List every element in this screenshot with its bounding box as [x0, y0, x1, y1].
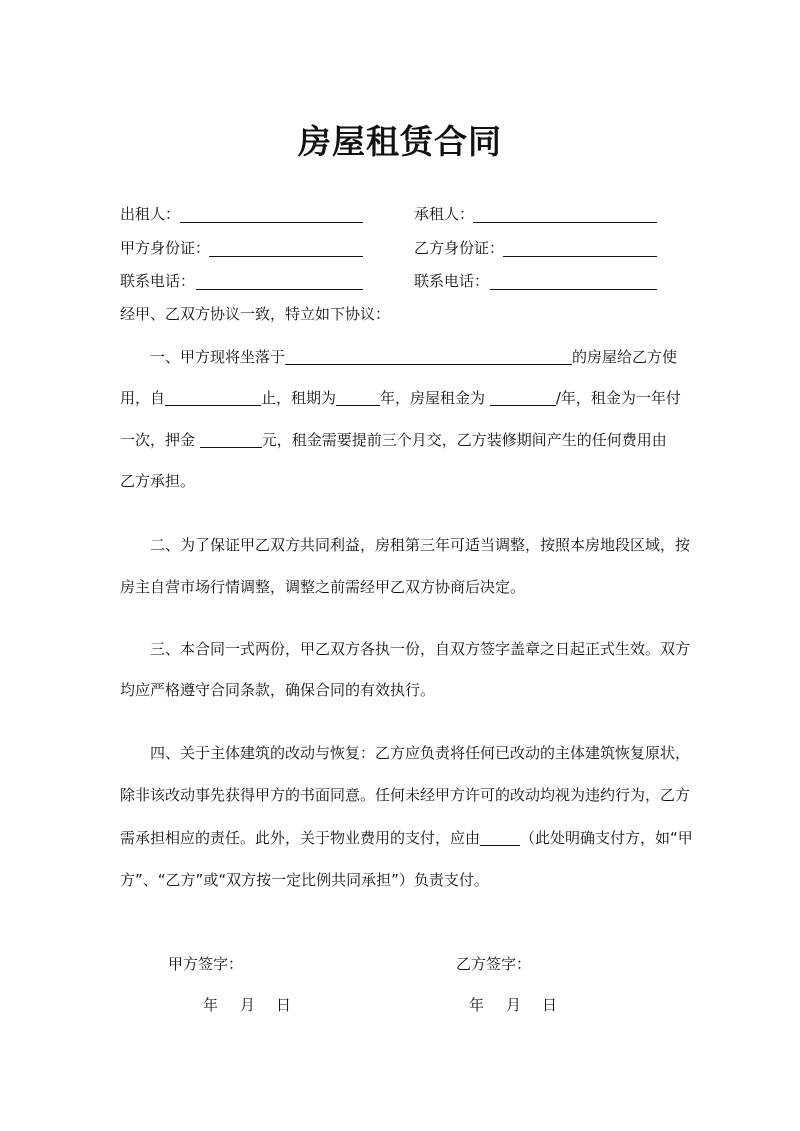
clause1-line2: [120, 386, 682, 410]
clause1-line1: [150, 345, 682, 369]
deposit-blank: [200, 429, 262, 448]
clause1-text: 的房屋给乙方使: [572, 348, 678, 366]
party-a-month: 月: [240, 996, 256, 1014]
party-b-id-blank: [503, 256, 657, 257]
clause1-text: /年，租金为一年付: [555, 389, 681, 407]
party-b-month: 月: [506, 996, 522, 1014]
term-years-blank: [336, 387, 380, 406]
clause1-text: 止，租期为: [261, 389, 337, 407]
clause4-text: 需承担相应的责任。此外，关于物业费用的支付，应由: [120, 829, 481, 847]
clause4-line3: [120, 826, 693, 850]
clause1-line3: [120, 428, 682, 452]
clause1-text: 用，自: [120, 389, 166, 407]
clause2-line1: 二、为了保证甲乙双方共同利益，房租第三年可适当调整，按照本房地段区域，按: [150, 536, 691, 554]
clause3-line2: 均应严格遵守合同条款，确保合同的有效执行。: [120, 681, 436, 699]
document-title: 房屋租赁合同: [298, 122, 502, 161]
clause4-line4: 方”、“乙方”或“双方按一定比例共同承担”）负责支付。: [120, 871, 489, 889]
field-row-ids: [0, 236, 800, 260]
clause1-text: 年，房屋租金为: [380, 389, 486, 407]
party-b-year: 年: [469, 996, 485, 1014]
party-b-phone-label: 联系电话：: [414, 272, 490, 290]
clause1-text: 元，租金需要提前三个月交，乙方装修期间产生的任何费用由: [261, 431, 667, 449]
party-a-id-label: 甲方身份证：: [120, 239, 211, 257]
party-a-day: 日: [276, 996, 292, 1014]
lessor-blank: [180, 222, 363, 223]
location-blank: [285, 346, 572, 365]
party-a-year: 年: [203, 996, 219, 1014]
party-b-signature-label: 乙方签字：: [456, 955, 532, 973]
party-b-id-label: 乙方身份证：: [414, 239, 505, 257]
party-a-signature-label: 甲方签字：: [168, 955, 244, 973]
party-b-date: [0, 993, 800, 1017]
clause4-line2: 除非该改动事先获得甲方的书面同意。任何未经甲方许可的改动均视为违约行为，乙方: [120, 786, 691, 804]
party-a-phone-field: [120, 269, 195, 293]
lessee-field: [414, 202, 474, 226]
lessor-label: 出租人：: [120, 205, 181, 223]
lessor-field: [120, 202, 180, 226]
clause2-line2: 房主自营市场行情调整，调整之前需经甲乙双方协商后决定。: [120, 578, 526, 596]
party-a-phone-label: 联系电话：: [120, 272, 196, 290]
intro-text: 经甲、乙双方协议一致，特立如下协议：: [120, 305, 391, 323]
payer-blank: [480, 827, 520, 846]
term-end-blank: [165, 387, 261, 406]
clause1-text: 一、甲方现将坐落于: [150, 348, 286, 366]
clause4-text: （此处明确支付方，如“甲: [520, 829, 693, 847]
party-b-day: 日: [542, 996, 558, 1014]
lessee-blank: [473, 222, 657, 223]
party-a-phone-blank: [196, 289, 363, 290]
field-row-names: [0, 202, 800, 226]
lessee-label: 承租人：: [414, 205, 475, 223]
party-a-id-blank: [209, 256, 363, 257]
clause4-line1: 四、关于主体建筑的改动与恢复：乙方应负责将任何已改动的主体建筑恢复原状，: [150, 744, 691, 762]
rent-amount-blank: [490, 387, 556, 406]
party-a-id-field: [120, 236, 210, 260]
party-b-phone-blank: [490, 289, 657, 290]
clause3-line1: 三、本合同一式两份，甲乙双方各执一份，自双方签字盖章之日起正式生效。双方: [150, 640, 691, 658]
field-row-phones: [0, 269, 800, 293]
clause1-line4: 乙方承担。: [120, 472, 196, 490]
party-b-id-field: [414, 236, 504, 260]
clause1-text: 一次，押金: [120, 431, 196, 449]
party-b-phone-field: [414, 269, 489, 293]
